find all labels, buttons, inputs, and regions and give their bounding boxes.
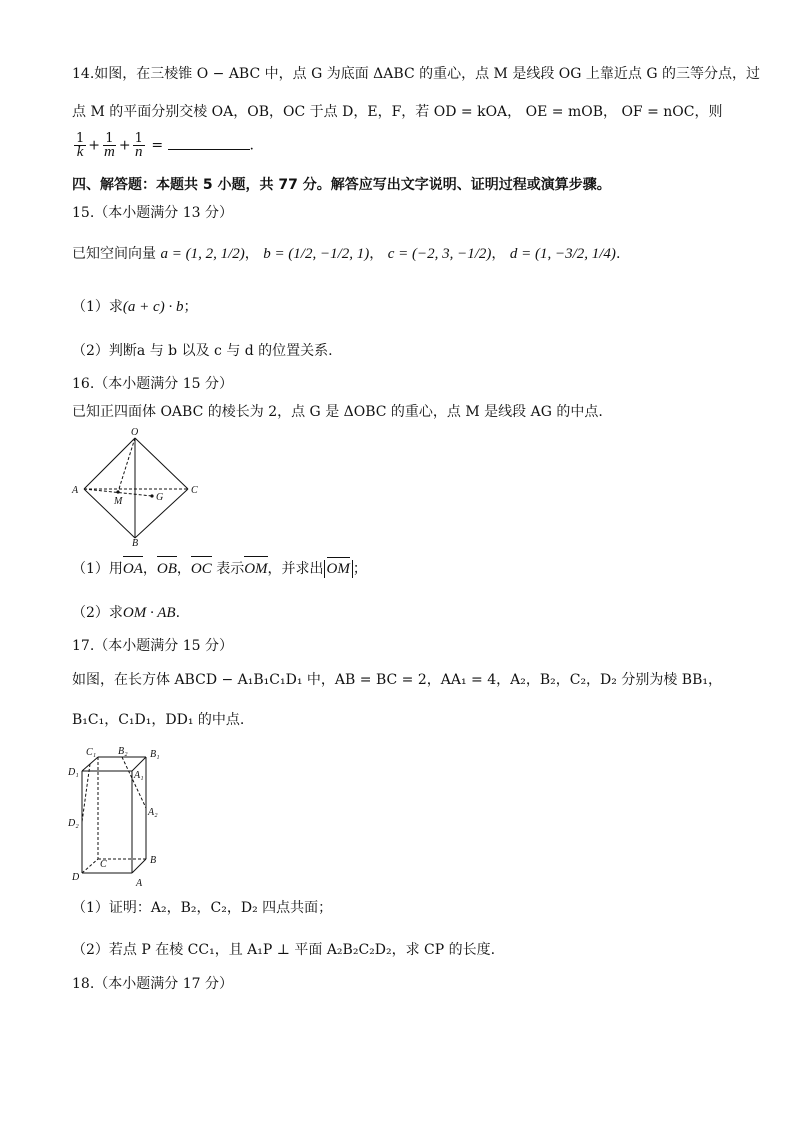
q16-intro — [72, 402, 722, 422]
vector-c: c = (−2, 3, −1/2) — [387, 246, 492, 262]
frac-den-n: n — [134, 144, 143, 160]
q17-part1-text: （1）证明：A₂，B₂，C₂，D₂ 四点共面； — [72, 900, 333, 916]
q15-intro: 已知空间向量 — [72, 246, 156, 262]
label-a: A — [72, 485, 79, 496]
frac-num: 1 — [76, 131, 85, 146]
label-d: D — [72, 872, 80, 883]
q16-part2-label: （2）求 — [72, 605, 123, 621]
point-m — [116, 490, 119, 493]
point-g — [150, 494, 153, 497]
vec-ob: OB — [156, 561, 177, 577]
q14-statement: 14.如图，在三棱锥 O − ABC 中，点 G 为底面 ΔABC 的重心，点 M 是线段 OG 上靠近点 G 的三等分点，过 — [72, 66, 760, 82]
label-m: M — [114, 496, 123, 507]
q15-header-text: 15.（本小题满分 13 分） — [72, 205, 233, 221]
vector-a: a = (1, 2, 1/2) — [160, 246, 245, 262]
q17-intro — [72, 670, 722, 690]
q16-part1: （1）用OA，OB，OC 表示OM，并求出 OM ； — [72, 561, 367, 577]
label-c: C — [100, 859, 107, 870]
q16-header-text: 16.（本小题满分 15 分） — [72, 376, 233, 392]
q15-part2-label: （2）判断 — [72, 343, 137, 359]
q17-intro-text: 如图，在长方体 ABCD − A₁B₁C₁D₁ 中，AB = BC = 2，AA₁ = 4，A₂，B₂，C₂，D₂ 分别为棱 BB₁， — [72, 672, 722, 688]
label-a: A — [136, 878, 143, 889]
q17-part2 — [72, 940, 722, 960]
q14-line1 — [72, 64, 760, 84]
edge-dc — [82, 859, 98, 873]
edge-ab — [132, 859, 146, 873]
q14-line2-text: 点 M 的平面分别交棱 OA，OB，OC 于点 D，E，F，若 — [72, 104, 430, 120]
edge-b1a1 — [132, 757, 146, 771]
label-b: B — [150, 855, 157, 866]
q16-intro-text: 已知正四面体 OABC 的棱长为 2，点 G 是 ΔOBC 的重心，点 M 是线段 AG 的中点. — [72, 404, 603, 420]
q17-header — [72, 636, 722, 656]
q16-part2-expr: OM · AB — [122, 605, 176, 621]
vec-oc: OC — [190, 561, 212, 577]
q14-line2: 点 M 的平面分别交棱 OA，OB，OC 于点 D，E，F，若 OD = kOA， OE = mOB， OF = nOC，则 — [72, 104, 723, 120]
label-d2: D₂ — [68, 818, 79, 829]
vec-oa: OA — [122, 561, 143, 577]
q15-part2-text: a 与 b 以及 c 与 d 的位置关系. — [136, 343, 333, 359]
tetrahedron-figure — [68, 426, 208, 546]
q16-part1-label: （1）用 — [72, 561, 123, 577]
q16-part1-mid: 表示 — [216, 561, 245, 577]
label-a2: A₂ — [148, 807, 158, 818]
section4-title — [72, 175, 722, 195]
q15-vectors: 已知空间向量 a = (1, 2, 1/2)， b = (1/2, −1/2, 1)， c = (−2, 3, −1/2)， d = (1, −3/2, 1/4). — [72, 246, 621, 262]
q17-intro2 — [72, 710, 722, 730]
q16-header — [72, 374, 722, 394]
frac-num: 1 — [105, 131, 114, 146]
edge-oc — [135, 438, 188, 489]
q15-part1-label: （1）求 — [72, 299, 123, 315]
frac-den-m: m — [104, 144, 115, 160]
segment-b2a2 — [122, 757, 146, 808]
label-b: B — [132, 538, 139, 546]
q18-header-text: 18.（本小题满分 17 分） — [72, 976, 233, 992]
q15-header — [72, 203, 722, 223]
section4-title-text: 四、解答题：本题共 5 小题，共 77 分。解答应写出文字说明、证明过程或演算步骤。 — [72, 177, 611, 193]
q15-part2 — [72, 341, 722, 361]
q14-line2-end: ，则 — [694, 104, 723, 120]
frac-den-k: k — [76, 144, 84, 160]
label-d1: D₁ — [68, 767, 79, 778]
q14-eq-oe: OE = mOB — [525, 104, 603, 120]
q17-header-text: 17.（本小题满分 15 分） — [72, 638, 233, 654]
vec-om: OM — [244, 561, 268, 577]
abs-om: OM — [324, 560, 353, 578]
q15-part1: （1）求(a + c) · b； — [72, 299, 198, 315]
label-b2: B₂ — [118, 746, 128, 757]
label-c: C — [191, 485, 198, 496]
q14-line3: $\frac{1}{k}$ + $\frac{1}{m}$ + $\frac{1}{n}$ = . — [76, 131, 254, 160]
q18-header — [72, 974, 722, 994]
frac-1-m — [102, 132, 117, 159]
label-c1: C₁ — [86, 747, 97, 758]
vector-d: d = (1, −3/2, 1/4) — [509, 246, 616, 262]
q14-eq-of: OF = nOC — [621, 104, 695, 120]
frac-1-n — [133, 132, 145, 159]
q17-part2-text: （2）若点 P 在棱 CC₁，且 A₁P ⊥ 平面 A₂B₂C₂D₂，求 CP 的长度. — [72, 942, 496, 958]
label-g: G — [156, 492, 164, 503]
label-b1: B₁ — [150, 749, 160, 760]
edge-ab — [84, 489, 135, 538]
q17-intro2-text: B₁C₁，C₁D₁，DD₁ 的中点. — [72, 712, 245, 728]
vector-b: b = (1/2, −1/2, 1) — [263, 246, 370, 262]
answer-blank[interactable] — [168, 135, 250, 150]
q15-part1-expr: (a + c) · b — [122, 299, 184, 315]
q16-part2: （2）求OM · AB. — [72, 605, 181, 621]
label-a1: A₁ — [134, 770, 144, 781]
segment-c2d2 — [82, 764, 90, 822]
cuboid-figure — [68, 745, 188, 890]
frac-num: 1 — [134, 131, 143, 146]
q17-part1 — [72, 898, 722, 918]
frac-1-k — [74, 132, 86, 159]
q16-part1-end: ，并求出 — [267, 561, 324, 577]
q14-eq-od: OD = kOA — [433, 104, 508, 120]
label-o: O — [131, 427, 139, 438]
